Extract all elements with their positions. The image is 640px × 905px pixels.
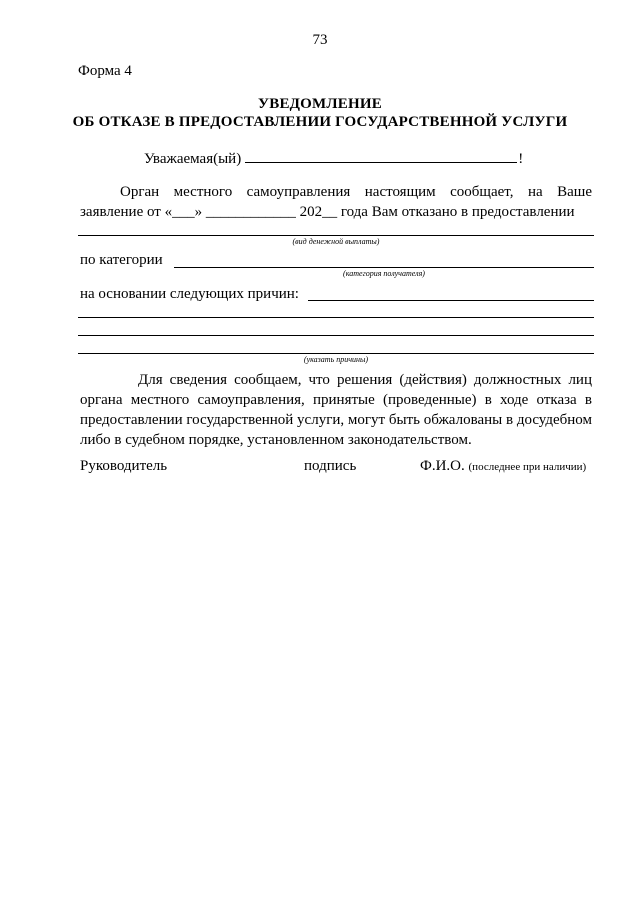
category-blank (174, 267, 594, 268)
category-label: по категории (80, 252, 163, 268)
payment-type-blank (78, 235, 594, 236)
signature-fio-note: (последнее при наличии) (468, 461, 587, 473)
page-number: 73 (312, 32, 328, 48)
reasons-blank-1 (308, 300, 594, 301)
notice-paragraph-line2: заявление от «___» ____________ 202__ года Вам отказано в предоставлении (80, 204, 575, 220)
signature-fio-label: Ф.И.О. (420, 458, 465, 474)
reasons-blank-4 (78, 353, 594, 354)
appeal-paragraph: Для сведения сообщаем, что решения (действия) должностных лиц органа местного самоуправления, принятые (проведенные) в ходе отказа в предоставлении государственной услуги, могут быть обжалованы в досудебном либо в судебном порядке, установленном законодательством. (80, 372, 592, 448)
category-caption: (категория получателя) (343, 269, 425, 278)
recipient-name-blank (245, 148, 517, 163)
greeting-exclamation: ! (518, 151, 524, 167)
signature-sign-label: подпись (304, 458, 357, 474)
signature-fio (420, 458, 586, 475)
notice-paragraph-line1: Орган местного самоуправления настоящим сообщает, на Ваше (120, 184, 592, 200)
form-label: Форма 4 (78, 63, 132, 79)
reasons-caption: (указать причины) (303, 355, 369, 364)
document-subtitle: ОБ ОТКАЗЕ В ПРЕДОСТАВЛЕНИИ ГОСУДАРСТВЕННОЙ УСЛУГИ (72, 114, 568, 130)
reasons-blank-3 (78, 335, 594, 336)
reasons-blank-2 (78, 317, 594, 318)
greeting-text: Уважаемая(ый) (144, 151, 242, 167)
document-title: УВЕДОМЛЕНИЕ (258, 96, 382, 112)
reasons-label: на основании следующих причин: (80, 286, 299, 302)
signature-head-label: Руководитель (80, 458, 168, 474)
greeting-line (144, 148, 523, 168)
payment-type-caption: (вид денежной выплаты) (292, 237, 380, 246)
